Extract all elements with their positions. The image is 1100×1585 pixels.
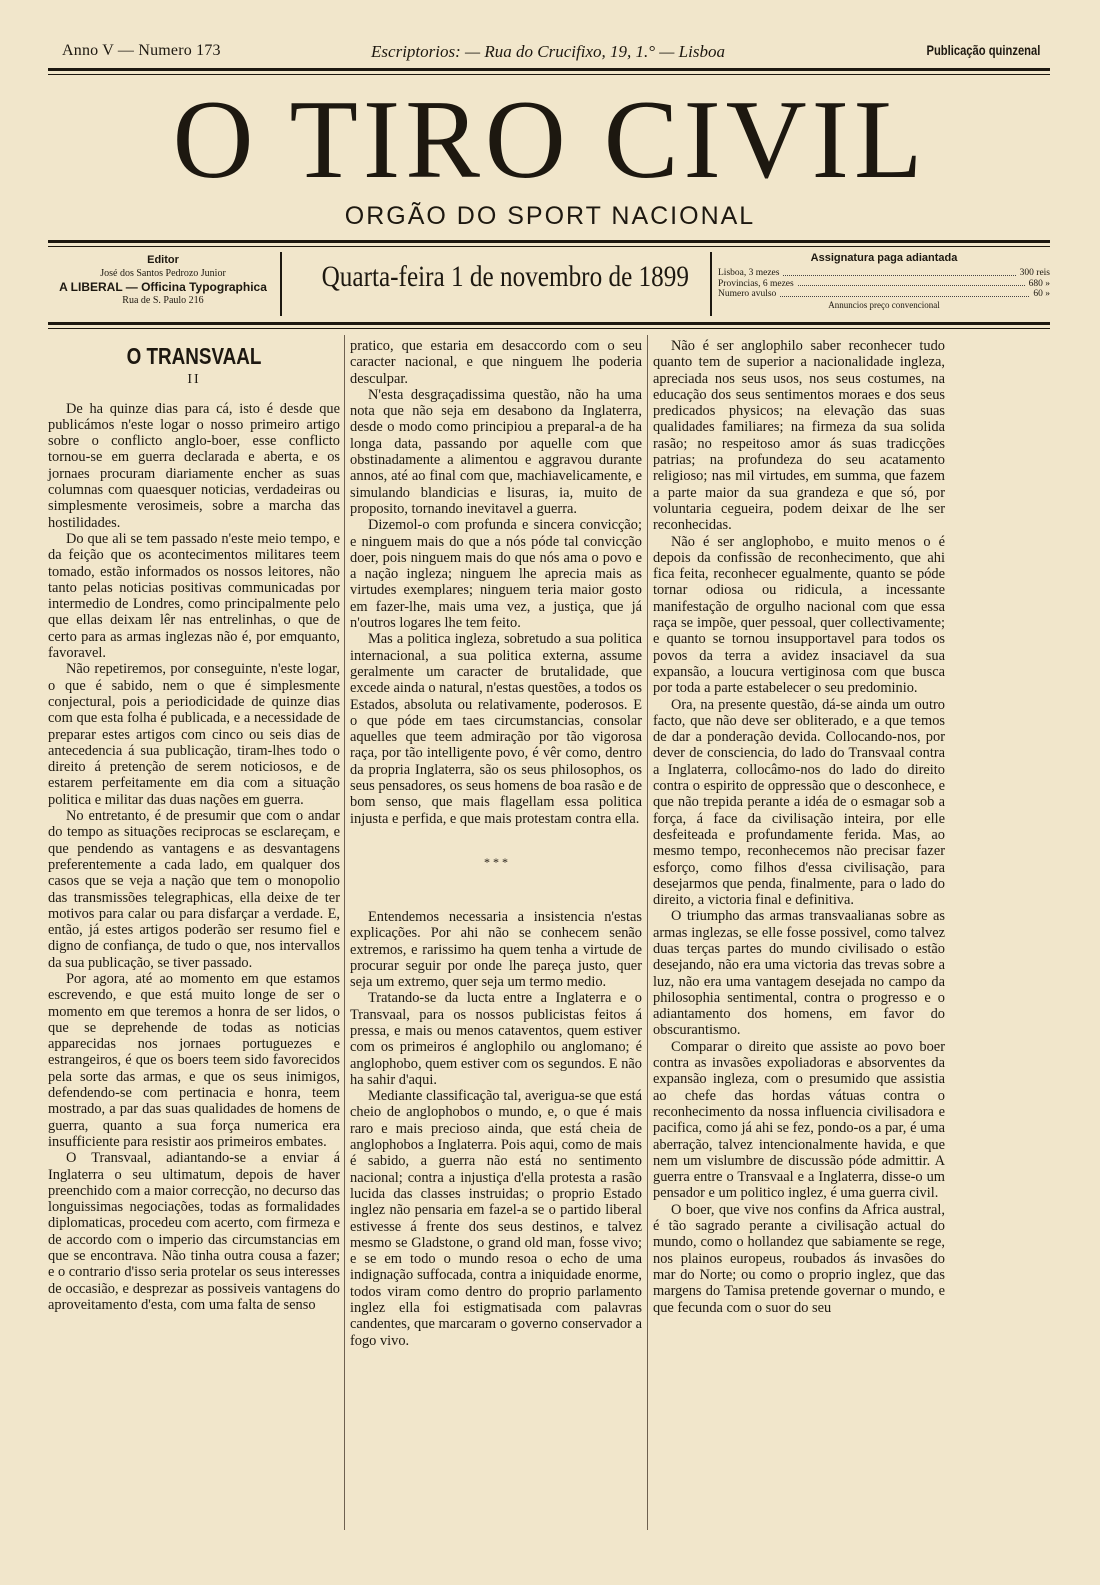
paragraph: pratico, que estaria em desaccordo com o seu caracter nacional, e que ninguem lhe poderia desculpar. (350, 338, 642, 387)
column-divider-1 (344, 335, 345, 1530)
top-rule-thin (48, 74, 1050, 75)
masthead-rule-thin (48, 246, 1050, 247)
subscription-row (718, 268, 1050, 279)
info-rule-thin (48, 328, 1050, 329)
paragraph: Mas a politica ingleza, sobretudo a sua politica internacional, a sua politica externa, assume geralmente um caracter de brutalidade, que excede ainda o natural, n'estas questões, a todos os Estados, absoluta ou relativamente, poderosos. E o que póde em taes circumstancias, consolar aquelles que teem admiração por tão vigorosa raça, por tão intelligente povo, é vêr como, dentro da propria Inglaterra, são os seus philosophos, os seus pensadores, os seus homens de boa rasão e de bom senso, que mais flagellam essa politica injusta e perfida, e que mais protestam contra ella. (350, 631, 642, 827)
section-separator-asterisks: * * * (484, 854, 508, 869)
paragraph: Não é ser anglophobo, e muito menos o é depois da confissão de reconhecimento, que ahi fica feita, reconhecer egualmente, quanto se póde tornar odiosa ou ridicula, a incessante manifestação de orgulho nacional com que essa raça se impõe, quer pessoal, quer collectivamente; e quanto se tornou insupportavel para todos os povos da terra a avidez insaciavel da sua expansão, a loucura vertiginosa com que busca por toda a parte estabelecer o seu predominio. (653, 533, 945, 697)
masthead-rule-thick (48, 240, 1050, 243)
office-address: Escriptorios: — Rua do Crucifixo, 19, 1.° — Lisboa (371, 42, 725, 61)
issue-line (48, 42, 1052, 62)
editor-name: José dos Santos Pedrozo Junior (100, 267, 226, 279)
top-rule-thick (48, 68, 1050, 71)
paragraph: N'esta desgraçadissima questão, não ha uma nota que não seja em desabono da Inglaterra, desde o modo como principiou a preparal-a de ha longa data, passando por aquelle com que obstinadamente a alimentou e aggravou durante annos, até ao final com que, machiavelicamente, e simulando blandicias e lisuras, ia, muito de proposito, tornando inevitavel a guerra. (350, 386, 642, 517)
subscription-label: Numero avulso (718, 289, 777, 300)
paragraph: Dizemol-o com profunda e sincera convicção; e ninguem mais do que a nós póde tal convicção doer, pois ninguem mais do que nós ama o povo e a nação ingleza; ninguem lhe aprecia mais as virtudes exemplares; ninguem teria maior gosto em fazer-lhe, mais uma vez, a justiça, que já n'outros logares lhe tem feito. (350, 517, 642, 632)
editor-heading: Editor (147, 254, 179, 266)
column-1 (48, 338, 340, 1313)
paragraph: No entretanto, é de presumir que com o andar do tempo as situações reciprocas se esclareçam, e que pendendo as vantagens e as desvantagens preferentemente a cada lado, em qualquer dos casos que se veja a nação que tem o monopolio das transmissões telegraphicas, ella deixe de ter motivos para calar ou para disfarçar a verdade. E, então, já estes artigos poderão ser resumo fiel e digno de confiança, de tudo o que, nos intervallos da sua publicação, se tiver passado. (48, 808, 340, 971)
subscription-price: 60 » (1033, 289, 1050, 300)
paragraph: Comparar o direito que assiste ao povo boer contra as invasões expoliadoras e absorventes da expansão ingleza, com o presumido que assistia ao chefe das hordas vátuas contra o reconhecimento da nossa influencia civilisadora e pacifica, como já ahi se fez, pondo-os a par, é uma aberração, talvez intencionalmente havida, e que nem um vislumbre de discussão póde admittir. A guerra entre o Transvaal e a Inglaterra, disse-o um pensador e um politico inglez, é uma guerra civil. (653, 1038, 945, 1202)
info-rule-thick (48, 322, 1050, 325)
info-divider-right (710, 252, 712, 316)
column-divider-2 (647, 335, 648, 1530)
article-part-number: II (187, 372, 201, 388)
masthead-subtitle: ORGÃO DO SPORT NACIONAL (344, 202, 756, 230)
publication-frequency: Publicação quinzenal (926, 42, 1040, 58)
issue-number: Anno V — Numero 173 (62, 42, 221, 59)
issue-date: Quarta-feira 1 de novembro de 1899 (321, 260, 689, 293)
printer-address: Rua de S. Paulo 216 (122, 295, 204, 307)
subscription-price: 300 reis (1019, 267, 1050, 278)
subscription-price: 680 » (1028, 278, 1050, 289)
paragraph: Por agora, até ao momento em que estamos escrevendo, e que está muito longe de ser o momento em que teremos a honra de ser lidos, o que se deprehende de todas as noticias apparecidas nos jornaes portuguezes e estrangeiros, é que os boers teem sido favorecidos pela sorte das armas, e que os seus inimigos, defendendo-se com pertinacia e honra, teem mostrado, a par das suas qualidades de homens de guerra, quanto a sua força numerica era insufficiente para resistir aos primeiros embates. (48, 970, 340, 1150)
paragraph: Ora, na presente questão, dá-se ainda um outro facto, que não deve ser obliterado, e a que temos de dar a ponderação devida. Collocando-nos, por dever de consciencia, do lado do Transvaal contra a Inglaterra, collocâmo-nos do lado do direito contra o espirito de oppressão que o desconhece, e que não trepida perante a idéa de o esmagar sob a força, á face da civilisação inteira, por elle desfeiteada e profundamente ferida. Mas, ao mesmo tempo, reconhecemos não precisar fazer esforço, como filhos d'essa civilisação, para desejarmos que penda, finalmente, para o lado do direito, a victoria final e definitiva. (653, 696, 945, 909)
subscription-row (718, 279, 1050, 290)
paragraph: O Transvaal, adiantando-se a enviar á Inglaterra o seu ultimatum, depois de haver preenchido com a maior correcção, no decurso das longuissimas negociações, todas as formalidades diplomaticas, procedeu com acerto, com firmeza e de accordo com o imperio das circumstancias em que se encontrava. Não tinha outra cousa a fazer; e o contrario d'isso seria protelar os seus interesses de occasião, e desprezar as possiveis vantagens do aproveitamento d'esta, com uma falta de senso (48, 1150, 340, 1313)
paragraph: Mediante classificação tal, averigua-se que está cheio de anglophobos o mundo, e, o que é mais raro e mais precioso ainda, que está cheia de anglophobos a Inglaterra. Pois aqui, como de mais é sabido, a guerra não está no sentimento nacional; contra a injustiça d'ella protesta a rasão lucida das classes instruidas; o proprio Estado inglez não pensaria em fazel-a se o partido liberal estivesse á frente dos seus destinos, e talvez mesmo se Gladstone, o grand old man, fosse vivo; e se em todo o mundo resoa o echo de uma indignação suffocada, contra a iniquidade enorme, todos viram como dentro do proprio parlamento inglez ella foi estigmatisada com palavras candentes, que marcaram o governo conservador a fogo vivo. (350, 1088, 642, 1349)
paragraph: De ha quinze dias para cá, isto é desde que publicámos n'este logar o nosso primeiro artigo sobre o conflicto anglo-boer, esse conflicto tornou-se em guerra declarada e aberta, e os jornaes procuram diariamente encher as suas columnas com quaesquer noticias, verdadeiras ou simplesmente verosimeis, sobre a marcha das hostilidades. (48, 400, 340, 531)
subscription-label: Lisboa, 3 mezes (718, 267, 780, 278)
column-3 (653, 338, 945, 1316)
paragraph: Não é ser anglophilo saber reconhecer tudo quanto tem de superior a nacionalidade ingleza, apreciada nos seus usos, nos seus costumes, na educação dos seus sentimentos moraes e dos seus predicados physicos; na elevação das suas qualidades familiares; na firmeza da sua solida rasão; no respeitoso amor ás suas tradicções patrias; na profundeza do seu acatamento religioso; nas mil virtudes, em summa, que fazem a parte maior da sua grandeza e que só, por voluntaria cegueira, podem deixar de lhe ser reconhecidas. (653, 338, 945, 534)
editor-box (48, 254, 278, 308)
paragraph: Não repetiremos, por conseguinte, n'este logar, o que é sabido, nem o que é simplesmente conjectural, pois a periodicidade de quinze dias com que esta folha é publicada, e a necessidade de preparar estes artigos com cinco ou seis dias de antecedencia á sua publicação, tiram-lhes todo o direito á pretenção de serem noticiosos, e de estarem perfeitamente em dia com a situação politica e militar das duas nações em guerra. (48, 661, 340, 808)
paragraph: O boer, que vive nos confins da Africa austral, é tão sagrado perante a civilisação actual do mundo, como o hollandez que sabiamente se rege, nos plainos europeus, roubados ás invasões do mar do Norte; ou como o proprio inglez, que das margens do Tamisa pretende governar o mundo, e que fecunda com o suor do seu (653, 1201, 945, 1316)
subscription-label: Provincias, 6 mezes (718, 278, 794, 289)
printer-name: A LIBERAL — Officina Typographica (59, 280, 267, 295)
subscription-box (718, 252, 1050, 311)
subscription-heading: Assignatura paga adiantada (810, 252, 958, 264)
subscription-row (718, 289, 1050, 300)
masthead-title: O TIRO CIVIL (172, 78, 928, 202)
paragraph: O triumpho das armas transvaalianas sobre as armas inglezas, se elle fosse possivel, como talvez duas terças partes do mundo civilisado o estão desejando, não era uma victoria das trevas sobre a luz, não era uma vantagem desejada no campo da philosophia sentimental, contra o progresso e o adiantamento dos homens, em favor do obscurantismo. (653, 908, 945, 1039)
paragraph: Tratando-se da lucta entre a Inglaterra e o Transvaal, para os nossos publicistas feitos á pressa, e mais ou menos cataventos, quem estiver com os primeiros é anglophilo ou anglomano; é anglophobo, quem estiver com os segundos. E não ha sahir d'aqui. (350, 990, 642, 1088)
info-bar (48, 250, 1050, 320)
info-divider-left (280, 252, 282, 316)
paragraph: Entendemos necessaria a insistencia n'estas explicações. Por ahi não se conhecem senão extremos, e rarissimo ha quem tenha a virtude de procurar seguir por onde lhe pareça justo, quer seja um extremo, quer seja um termo medio. (350, 908, 642, 991)
article-title: O TRANSVAAL (126, 343, 262, 369)
paragraph: Do que ali se tem passado n'este meio tempo, e da feição que os acontecimentos militares teem tomado, estão informados os nossos leitores, não tanto pelas noticias positivas communicadas por intermedio de Londres, como principalmente pelo que ellas deixam lêr nas entrelinhas, o que de certo para as armas inglezas não é, por emquanto, favoravel. (48, 530, 340, 662)
column-2 (350, 338, 642, 1349)
subscription-note: Annuncios preço convencional (828, 300, 940, 311)
